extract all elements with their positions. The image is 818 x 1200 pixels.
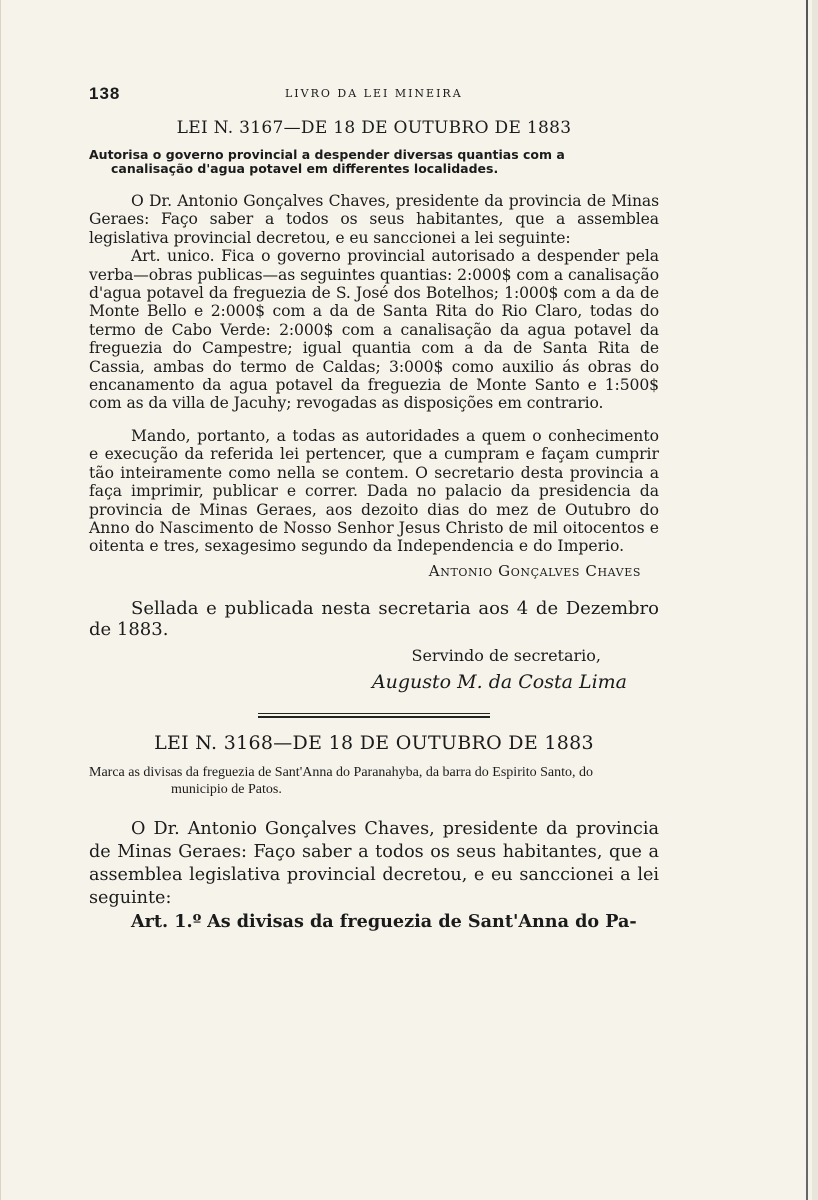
law-3167-article-label: Art. unico.: [131, 247, 215, 266]
serving-as-secretary: Servindo de secretario,: [411, 645, 601, 665]
running-head: [89, 84, 659, 106]
law-3168-article: [89, 910, 659, 934]
law-3167-sealed: Sellada e publicada nesta secretaria aos 4 de Dezembro de 1883.: [89, 597, 659, 640]
page-content: [89, 84, 659, 934]
law-3167-preamble: O Dr. Antonio Gonçalves Chaves, presidente da provincia de Minas Geraes: Faço saber a todos os seus habitantes, que a assemblea legislativa provincial decretou, e eu sanccionei a lei seguinte:: [89, 192, 659, 247]
law-3168-title: LEI N. 3168—DE 18 DE OUTUBRO DE 1883: [154, 731, 594, 754]
law-3167-command: Mando, portanto, a todas as autoridades a quem o conhecimento e execução da referida lei pertencer, que a cumpram e façam cumprir tão inteiramente como nella se contem. O secretario desta provincia a faça imprimir, publicar e correr. Dada no palacio da presidencia da provincia de Minas Geraes, aos dezoito dias do mez de Outubro do Anno do Nascimento de Nosso Senhor Jesus Christo de mil oitocentos e oitenta e tres, sexagesimo segundo da Independencia e do Imperio.: [89, 426, 659, 556]
page-edge-shadow: [812, 0, 818, 1200]
section-divider: [258, 713, 490, 718]
law-3167-title: LEI N. 3167—DE 18 DE OUTUBRO DE 1883: [176, 118, 572, 138]
law-3167-signer: Antonio Gonçalves Chaves: [428, 561, 641, 580]
law-3167-article-text: Fica o governo provincial autorisado a despender pela verba—obras publicas—as seguintes quantias: 2:000$ com a canalisação d'agua potavel da freguezia de S. José dos Botelhos; 1:000$ com a da de Monte Bello e 2:000$ com a da de Santa Rita do Rio Claro, todas do termo de Cabo Verde: 2:000$ com a canalisação da agua potavel da freguezia do Campestre; igual quantia com a da de Santa Rita de Cassia, ambas do termo de Caldas; 3:000$ como auxilio ás obras do encanamento da agua potavel da freguezia de Monte Santo e 1:500$ com as da villa de Jacuhy; revogadas as disposições em contrario.: [89, 247, 659, 413]
law-3168-preamble: O Dr. Antonio Gonçalves Chaves, presidente da provincia de Minas Geraes: Faço saber a todos os seus habitantes, que a assemblea legislativa provincial decretou, e eu sanccionei a lei seguinte:: [89, 818, 659, 908]
page-number: 138: [89, 84, 121, 103]
page-edge-line: [806, 0, 808, 1200]
law-3168-summary: Marca as divisas da freguezia de Sant'Anna do Paranahyba, da barra do Espirito Santo, do municipio de Patos.: [89, 764, 594, 797]
secretary-name: Augusto M. da Costa Lima: [371, 670, 627, 693]
law-3168-article-text: As divisas da freguezia de Sant'Anna do Pa-: [207, 910, 637, 932]
book-title: LIVRO DA LEI MINEIRA: [285, 87, 463, 100]
law-3168-article-label: Art. 1.º: [131, 910, 202, 932]
law-3167-summary: Autorisa o governo provincial a despender diversas quantias com a canalisação d'agua potavel em differentes localidades.: [89, 147, 565, 176]
law-3167-article: [89, 247, 659, 413]
